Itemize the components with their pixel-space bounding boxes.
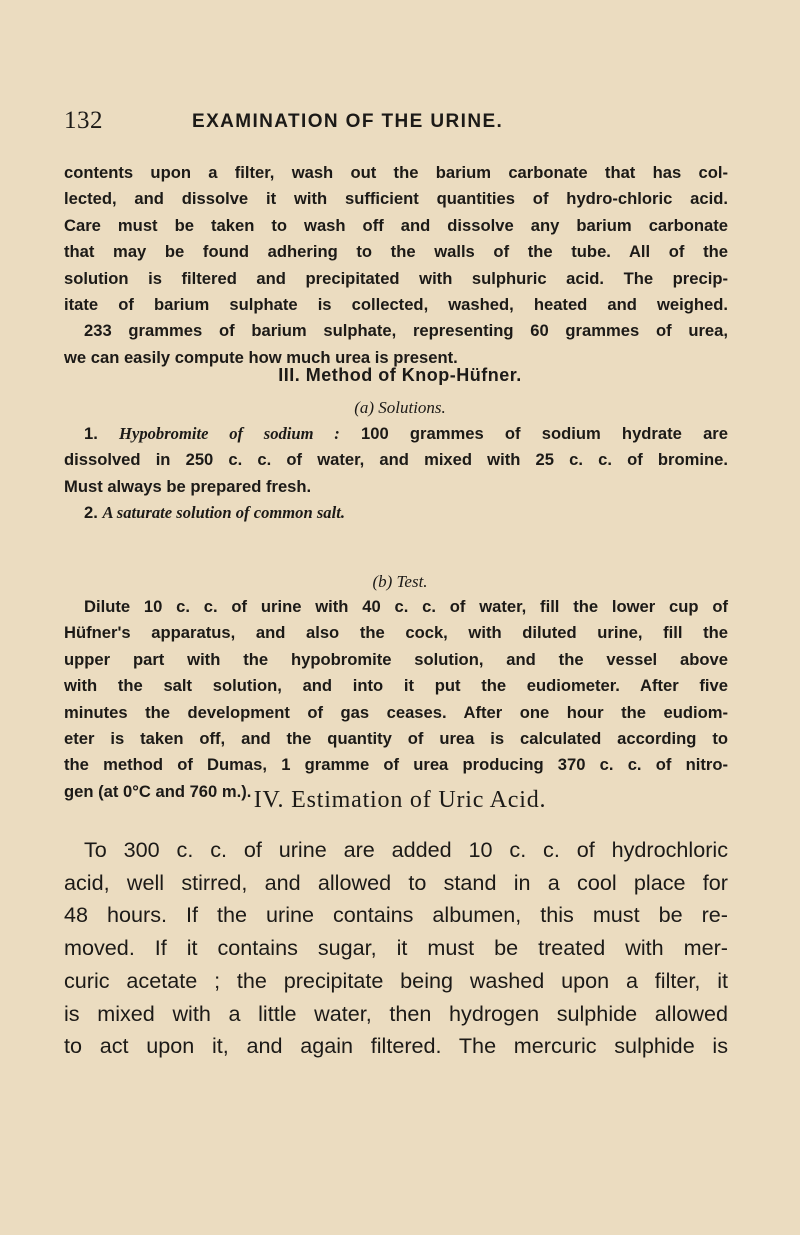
page-number: 132 bbox=[64, 107, 103, 134]
text-line: is mixed with a little water, then hydrogen sulphide allowed bbox=[64, 1000, 728, 1026]
text-line: 100 grammes of sodium hydrate are bbox=[361, 424, 728, 443]
text-line: the method of Dumas, 1 gramme of urea producing 370 c. c. of nitro- bbox=[64, 755, 728, 775]
text-line: eter is taken off, and the quantity of urea is calculated according to bbox=[64, 729, 728, 749]
subheading-solutions: (a) Solutions. bbox=[354, 398, 446, 417]
section-heading-uric-acid: IV. Estimation of Uric Acid. bbox=[253, 787, 547, 813]
text-line: Hüfner's apparatus, and also the cock, with diluted urine, fill the bbox=[64, 623, 728, 643]
item-number: 2. bbox=[84, 503, 98, 523]
text-line: 233 grammes of barium sulphate, representing 60 grammes of urea, bbox=[84, 321, 728, 341]
text-line: curic acetate ; the precipitate being washed upon a filter, it bbox=[64, 967, 728, 993]
page-header bbox=[64, 107, 724, 139]
text-line: to act upon it, and again filtered. The mercuric sulphide is bbox=[64, 1033, 728, 1059]
text-line: dissolved in 250 c. c. of water, and mixed with 25 c. c. of bromine. bbox=[64, 450, 728, 470]
text-line: minutes the development of gas ceases. After one hour the eudiom- bbox=[64, 702, 728, 722]
item-title: Hypobromite of sodium : bbox=[119, 424, 340, 443]
running-head: EXAMINATION OF THE URINE. bbox=[192, 111, 504, 132]
subheading-test: (b) Test. bbox=[372, 572, 428, 591]
text-line: Must always be prepared fresh. bbox=[64, 476, 312, 496]
paragraph-barium bbox=[64, 160, 728, 371]
text-line: acid, well stirred, and allowed to stand in a cool place for bbox=[64, 869, 728, 895]
text-line: that may be found adhering to the walls of the tube. All of the bbox=[64, 242, 728, 262]
list-item bbox=[64, 500, 728, 526]
item-title: A saturate solution of common salt. bbox=[102, 503, 345, 523]
section-heading-knop-hufner: III. Method of Knop-Hüfner. bbox=[278, 365, 522, 385]
text-line: contents upon a filter, wash out the barium carbonate that has col- bbox=[64, 163, 728, 182]
text-line: with the salt solution, and into it put the eudiometer. After five bbox=[64, 676, 728, 696]
text-line: we can easily compute how much urea is present. bbox=[64, 347, 458, 367]
solutions-list bbox=[64, 421, 728, 527]
paragraph-test bbox=[64, 594, 728, 805]
text-line: solution is filtered and precipitated with sulphuric acid. The precip- bbox=[64, 268, 728, 288]
paragraph-uric-acid bbox=[64, 834, 728, 1063]
item-number: 1. bbox=[84, 424, 98, 443]
text-line: moved. If it contains sugar, it must be treated with mer- bbox=[64, 935, 728, 961]
text-line: lected, and dissolve it with sufficient quantities of hydro-chloric acid. bbox=[64, 189, 728, 209]
text-line: Dilute 10 c. c. of urine with 40 c. c. of water, fill the lower cup of bbox=[84, 597, 728, 616]
text-line: itate of barium sulphate is collected, washed, heated and weighed. bbox=[64, 295, 728, 315]
text-line: Care must be taken to wash off and dissolve any barium carbonate bbox=[64, 215, 728, 235]
text-line: gen (at 0°C and 760 m.). bbox=[64, 781, 252, 801]
text-line: upper part with the hypobromite solution, and the vessel above bbox=[64, 649, 728, 669]
text-line: To 300 c. c. of urine are added 10 c. c. of hydrochloric bbox=[84, 837, 728, 862]
list-item bbox=[64, 421, 728, 447]
text-line: 48 hours. If the urine contains albumen, this must be re- bbox=[64, 902, 728, 928]
